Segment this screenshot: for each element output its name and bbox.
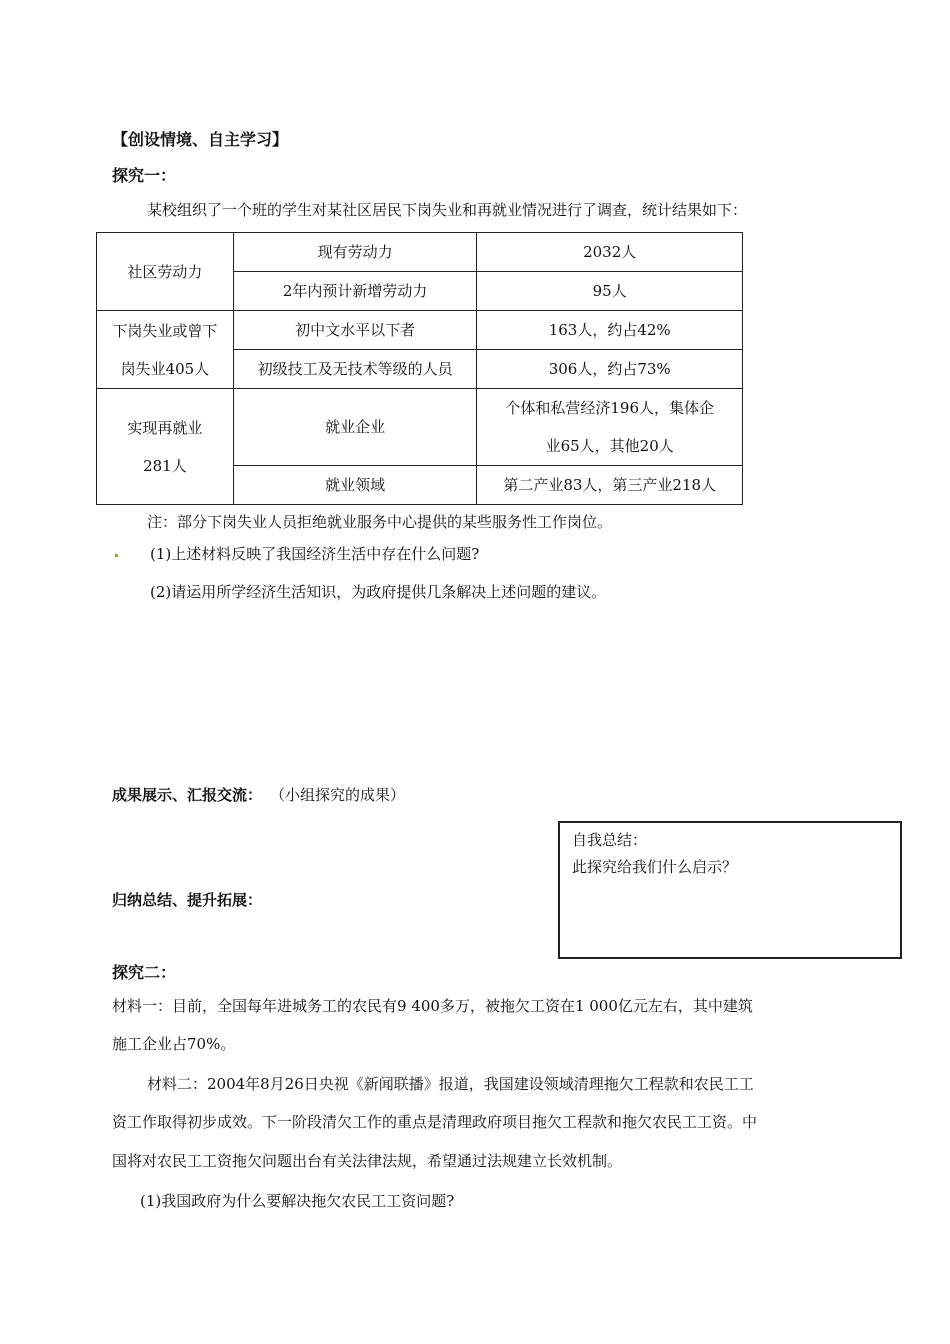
table-cell: 初级技工及无技术等级的人员: [233, 350, 477, 389]
table-cell: 就业企业: [233, 389, 477, 466]
material-2-line: 材料二：2004年8月26日央视《新闻联播》报道，我国建设领域清理拖欠工程款和农民工工: [147, 1075, 754, 1093]
inquiry-two-title: 探究二：: [112, 963, 177, 982]
induction-heading: 归纳总结、提升拓展：: [112, 891, 263, 909]
group-label-line: 实现再就业: [127, 418, 203, 437]
group-label-line: 岗失业405人: [120, 359, 210, 378]
material-2-line: 资工作取得初步成效。下一阶段清欠工作的重点是清理政府项目拖欠工程款和拖欠农民工工资。中: [112, 1113, 758, 1131]
results-heading: 成果展示、汇报交流：: [112, 786, 263, 804]
group-label: [97, 311, 234, 389]
table-cell: 现有劳动力: [233, 233, 477, 272]
summary-title: 自我总结：: [572, 831, 648, 849]
table-cell: 就业领域: [233, 466, 477, 505]
self-summary-box: [558, 821, 902, 959]
table-cell: 306人，约占73%: [477, 350, 743, 389]
table-row: [97, 389, 743, 466]
material-1-line: 材料一：目前，全国每年进城务工的农民有9 400多万，被拖欠工资在1 000亿元左右，其中建筑: [112, 997, 753, 1015]
table-cell: 95人: [477, 272, 743, 311]
table-cell: [477, 389, 743, 466]
table-row: [97, 233, 743, 272]
question-section2-1: (1)我国政府为什么要解决拖欠农民工工资问题?: [140, 1192, 455, 1210]
group-label-line: 下岗失业或曾下: [112, 321, 218, 340]
summary-prompt: 此探究给我们什么启示？: [572, 858, 738, 876]
table-cell: 初中文水平以下者: [233, 311, 477, 350]
dot-mark: [115, 554, 118, 557]
table-cell-line: 个体和私营经济196人，集体企: [505, 399, 715, 417]
table-cell: 2年内预计新增劳动力: [233, 272, 477, 311]
table-row: [97, 311, 743, 350]
table-cell-line: 业65人，其他20人: [545, 437, 674, 455]
inquiry-one-title: 探究一：: [112, 166, 177, 185]
question-2: (2)请运用所学经济生活知识，为政府提供几条解决上述问题的建议。: [150, 583, 607, 601]
table-cell: 163人，约占42%: [477, 311, 743, 350]
survey-intro: 某校组织了一个班的学生对某社区居民下岗失业和再就业情况进行了调查，统计结果如下：: [147, 201, 748, 219]
table-cell: 第二产业83人，第三产业218人: [477, 466, 743, 505]
material-2-line: 国将对农民工工资拖欠问题出台有关法律法规，希望通过法规建立长效机制。: [112, 1152, 623, 1170]
material-1-line: 施工企业占70%。: [112, 1035, 236, 1053]
table-cell: 2032人: [477, 233, 743, 272]
group-label-line: 281人: [143, 456, 187, 475]
results-subtitle: （小组探究的成果）: [270, 786, 406, 804]
section-heading: 【创设情境、自主学习】: [112, 130, 289, 149]
question-1: (1)上述材料反映了我国经济生活中存在什么问题?: [150, 545, 480, 563]
group-label: [97, 389, 234, 505]
survey-table: [96, 232, 743, 505]
group-label: 社区劳动力: [97, 233, 234, 311]
table-note: 注：部分下岗失业人员拒绝就业服务中心提供的某些服务性工作岗位。: [147, 513, 613, 531]
